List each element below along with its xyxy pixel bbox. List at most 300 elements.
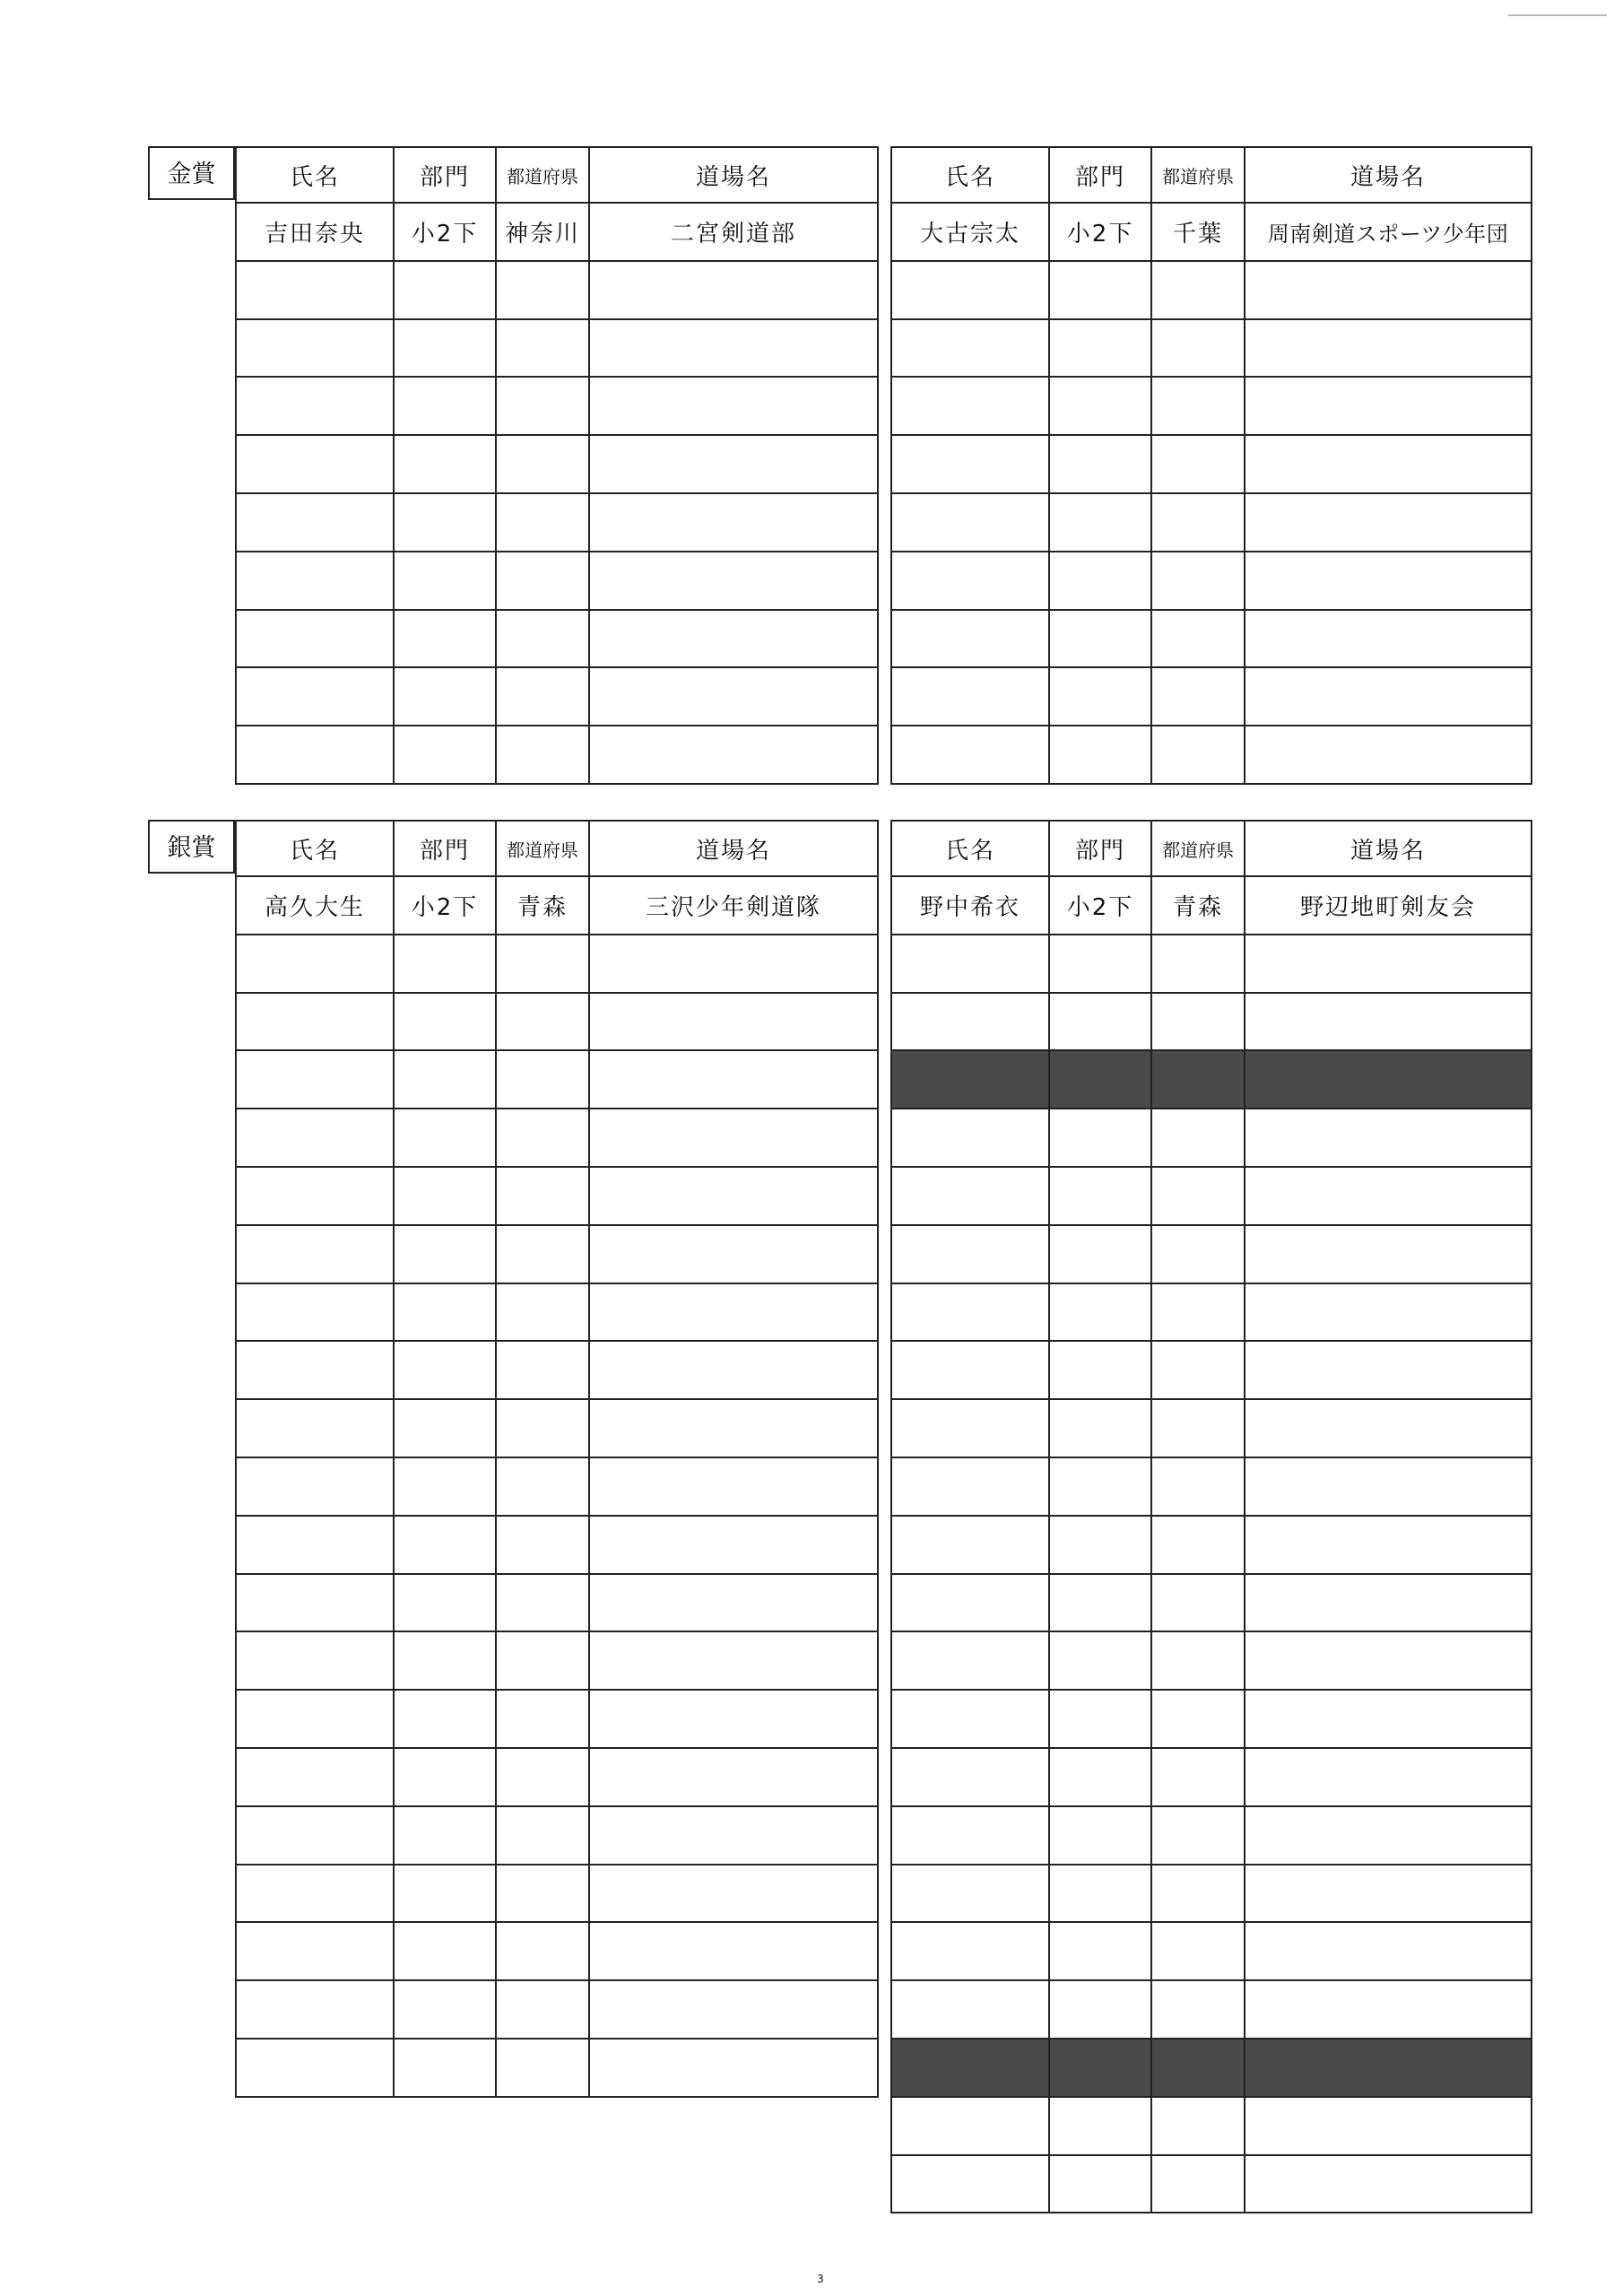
prefecture-cell (1151, 935, 1245, 993)
table-row (891, 435, 1532, 493)
name-cell (236, 993, 394, 1051)
division-cell (1049, 667, 1151, 726)
table-row (891, 1806, 1532, 1865)
header-division: 部門 (1049, 147, 1151, 203)
name-cell (891, 1167, 1049, 1225)
name-cell: 高久大生 (236, 876, 394, 935)
header-row (236, 147, 878, 203)
name-cell (891, 726, 1049, 784)
prefecture-cell (496, 610, 589, 668)
table-row (891, 1865, 1532, 1923)
division-cell (394, 1980, 496, 2039)
prefecture-cell (1151, 667, 1245, 726)
name-cell (891, 1806, 1049, 1865)
name-cell (891, 1516, 1049, 1574)
table-row (236, 552, 878, 610)
dojo-cell (589, 935, 878, 993)
division-cell (1049, 1399, 1151, 1457)
prefecture-cell (1151, 2097, 1245, 2155)
table-row (236, 2039, 878, 2097)
name-cell (236, 1167, 394, 1225)
dojo-cell (589, 1341, 878, 1399)
division-cell (1049, 1865, 1151, 1923)
name-cell (891, 667, 1049, 726)
division-cell (1049, 2155, 1151, 2213)
name-cell (236, 1109, 394, 1167)
dojo-cell (1245, 1980, 1532, 2039)
dojo-cell (589, 1109, 878, 1167)
header-dojo: 道場名 (1245, 821, 1532, 876)
name-cell (236, 377, 394, 435)
table-row (236, 1109, 878, 1167)
empty-shaded-row (891, 1050, 1532, 1109)
prefecture-cell (496, 2039, 589, 2097)
gold-award-label: 金賞 (148, 146, 235, 200)
prefecture-cell: 神奈川 (496, 203, 589, 261)
prefecture-cell (496, 552, 589, 610)
division-cell (394, 726, 496, 784)
name-cell (236, 2039, 394, 2097)
name-cell: 大古宗太 (891, 203, 1049, 261)
dojo-cell (589, 1980, 878, 2039)
name-cell (236, 552, 394, 610)
table-row (891, 610, 1532, 668)
division-cell (394, 261, 496, 319)
prefecture-cell (1151, 1865, 1245, 1923)
prefecture-cell (496, 993, 589, 1051)
name-cell (236, 610, 394, 668)
division-cell (1049, 1283, 1151, 1342)
name-cell (236, 726, 394, 784)
division-cell (394, 1050, 496, 1109)
division-cell (394, 1690, 496, 1748)
dojo-cell (589, 1865, 878, 1923)
name-cell (891, 1922, 1049, 1980)
table-row (236, 1806, 878, 1865)
dojo-cell (589, 552, 878, 610)
prefecture-cell (1151, 1690, 1245, 1748)
prefecture-cell (496, 1283, 589, 1342)
division-cell (1049, 1457, 1151, 1516)
table-row (891, 935, 1532, 993)
dojo-cell (589, 1516, 878, 1574)
table-row (891, 1516, 1532, 1574)
silver-left-table (235, 820, 879, 2098)
name-cell (236, 1399, 394, 1457)
header-row (891, 821, 1532, 876)
division-cell (1049, 1109, 1151, 1167)
prefecture-cell (1151, 1109, 1245, 1167)
name-cell (891, 1574, 1049, 1632)
header-dojo: 道場名 (1245, 147, 1532, 203)
table-row (236, 1457, 878, 1516)
prefecture-cell (1151, 1980, 1245, 2039)
dojo-cell (589, 1399, 878, 1457)
prefecture-cell (1151, 2155, 1245, 2213)
prefecture-cell (496, 667, 589, 726)
dojo-cell (589, 2039, 878, 2097)
dojo-cell (589, 1457, 878, 1516)
prefecture-cell (1151, 610, 1245, 668)
division-cell (394, 1457, 496, 1516)
name-cell (891, 552, 1049, 610)
shaded-cell (1049, 1050, 1151, 1109)
silver-right-table (890, 820, 1532, 2213)
table-row (236, 1980, 878, 2039)
prefecture-cell (496, 1980, 589, 2039)
name-cell (236, 1050, 394, 1109)
table-row (891, 1980, 1532, 2039)
name-cell (891, 1399, 1049, 1457)
header-name: 氏名 (891, 147, 1049, 203)
dojo-cell (589, 1690, 878, 1748)
name-cell (891, 1980, 1049, 2039)
name-cell (236, 435, 394, 493)
table-row (236, 1516, 878, 1574)
division-cell: 小2下 (1049, 876, 1151, 935)
dojo-cell (1245, 1341, 1532, 1399)
name-cell (236, 667, 394, 726)
prefecture-cell (496, 1748, 589, 1806)
table-row (891, 1341, 1532, 1399)
prefecture-cell (496, 1865, 589, 1923)
name-cell (236, 1865, 394, 1923)
dojo-cell (1245, 1865, 1532, 1923)
table-row (891, 1574, 1532, 1632)
division-cell (1049, 1631, 1151, 1690)
division-cell (1049, 1516, 1151, 1574)
table-row (236, 1225, 878, 1283)
prefecture-cell (1151, 1457, 1245, 1516)
prefecture-cell (1151, 1574, 1245, 1632)
division-cell (394, 319, 496, 378)
prefecture-cell (496, 1399, 589, 1457)
dojo-cell (1245, 1109, 1532, 1167)
prefecture-cell (496, 1631, 589, 1690)
prefecture-cell (496, 493, 589, 552)
dojo-cell (1245, 552, 1532, 610)
division-cell (1049, 1922, 1151, 1980)
page-number: 3 (817, 2273, 824, 2285)
division-cell (394, 1574, 496, 1632)
header-name: 氏名 (891, 821, 1049, 876)
dojo-cell (589, 377, 878, 435)
dojo-cell (1245, 435, 1532, 493)
dojo-cell (1245, 493, 1532, 552)
table-row (236, 726, 878, 784)
table-row (891, 876, 1532, 935)
name-cell (891, 1631, 1049, 1690)
name-cell (891, 1690, 1049, 1748)
dojo-cell (1245, 2155, 1532, 2213)
prefecture-cell (496, 319, 589, 378)
dojo-cell (589, 493, 878, 552)
prefecture-cell (496, 1341, 589, 1399)
name-cell (891, 935, 1049, 993)
division-cell (394, 1865, 496, 1923)
gold-right-table (890, 146, 1532, 785)
division-cell (1049, 1167, 1151, 1225)
table-row (236, 667, 878, 726)
name-cell (891, 377, 1049, 435)
prefecture-cell (1151, 1341, 1245, 1399)
prefecture-cell (496, 261, 589, 319)
empty-shaded-row (891, 2039, 1532, 2097)
dojo-cell (1245, 319, 1532, 378)
dojo-cell (1245, 1631, 1532, 1690)
prefecture-cell (496, 1806, 589, 1865)
prefecture-cell (1151, 1283, 1245, 1342)
scan-mark (1508, 14, 1607, 16)
division-cell (1049, 1225, 1151, 1283)
prefecture-cell (1151, 552, 1245, 610)
name-cell: 野中希衣 (891, 876, 1049, 935)
header-prefecture: 都道府県 (1151, 147, 1245, 203)
division-cell (1049, 1748, 1151, 1806)
table-row (236, 876, 878, 935)
division-cell (1049, 319, 1151, 378)
table-row (891, 1748, 1532, 1806)
division-cell (1049, 726, 1151, 784)
name-cell (891, 993, 1049, 1051)
name-cell (891, 1283, 1049, 1342)
name-cell: 吉田奈央 (236, 203, 394, 261)
division-cell (1049, 993, 1151, 1051)
prefecture-cell (496, 1457, 589, 1516)
dojo-cell (589, 1806, 878, 1865)
prefecture-cell: 青森 (496, 876, 589, 935)
table-row (236, 1167, 878, 1225)
division-cell (1049, 377, 1151, 435)
division-cell (1049, 493, 1151, 552)
table-row (891, 993, 1532, 1051)
header-name: 氏名 (236, 147, 394, 203)
name-cell (891, 2155, 1049, 2213)
dojo-cell (589, 261, 878, 319)
division-cell (1049, 552, 1151, 610)
table-row (236, 1922, 878, 1980)
name-cell (236, 493, 394, 552)
division-cell (394, 2039, 496, 2097)
dojo-cell (1245, 1690, 1532, 1748)
name-cell (236, 1457, 394, 1516)
name-cell (891, 261, 1049, 319)
division-cell (1049, 610, 1151, 668)
division-cell: 小2下 (1049, 203, 1151, 261)
division-cell (394, 1748, 496, 1806)
name-cell (891, 1225, 1049, 1283)
name-cell (891, 1865, 1049, 1923)
dojo-cell (589, 1050, 878, 1109)
table-row (236, 935, 878, 993)
gold-left-table (235, 146, 879, 785)
dojo-cell (1245, 377, 1532, 435)
name-cell (236, 935, 394, 993)
prefecture-cell: 千葉 (1151, 203, 1245, 261)
division-cell (1049, 1980, 1151, 2039)
prefecture-cell (496, 935, 589, 993)
dojo-cell: 三沢少年剣道隊 (589, 876, 878, 935)
dojo-cell (1245, 1283, 1532, 1342)
dojo-cell (1245, 1399, 1532, 1457)
prefecture-cell (496, 1109, 589, 1167)
table-row (891, 1922, 1532, 1980)
prefecture-cell (1151, 1167, 1245, 1225)
table-row (236, 1574, 878, 1632)
division-cell (1049, 261, 1151, 319)
table-row (236, 1283, 878, 1342)
dojo-cell (589, 993, 878, 1051)
prefecture-cell (1151, 1399, 1245, 1457)
dojo-cell (1245, 610, 1532, 668)
prefecture-cell (496, 726, 589, 784)
dojo-cell: 周南剣道スポーツ少年団 (1245, 203, 1532, 261)
prefecture-cell (1151, 1516, 1245, 1574)
name-cell (236, 1516, 394, 1574)
header-division: 部門 (394, 821, 496, 876)
dojo-cell (589, 1167, 878, 1225)
dojo-cell (1245, 993, 1532, 1051)
table-row (236, 1050, 878, 1109)
table-row (236, 261, 878, 319)
dojo-cell (1245, 726, 1532, 784)
dojo-cell (589, 1574, 878, 1632)
table-row (891, 1167, 1532, 1225)
dojo-cell (1245, 1225, 1532, 1283)
division-cell (394, 667, 496, 726)
shaded-cell (891, 2039, 1049, 2097)
table-row (891, 377, 1532, 435)
table-row (891, 1283, 1532, 1342)
header-dojo: 道場名 (589, 821, 878, 876)
prefecture-cell (1151, 993, 1245, 1051)
header-prefecture: 都道府県 (496, 821, 589, 876)
division-cell (394, 993, 496, 1051)
shaded-cell (1245, 2039, 1532, 2097)
dojo-cell (589, 1283, 878, 1342)
table-row (891, 1631, 1532, 1690)
division-cell (1049, 1690, 1151, 1748)
prefecture-cell (496, 377, 589, 435)
prefecture-cell (496, 1690, 589, 1748)
division-cell (394, 1109, 496, 1167)
division-cell (394, 493, 496, 552)
name-cell (236, 1341, 394, 1399)
division-cell (1049, 935, 1151, 993)
table-row (236, 1748, 878, 1806)
shaded-cell (1151, 1050, 1245, 1109)
dojo-cell (1245, 2097, 1532, 2155)
table-row (891, 2155, 1532, 2213)
prefecture-cell (496, 1167, 589, 1225)
division-cell (1049, 1574, 1151, 1632)
header-division: 部門 (394, 147, 496, 203)
dojo-cell (1245, 1922, 1532, 1980)
name-cell (891, 2097, 1049, 2155)
table-row (891, 667, 1532, 726)
dojo-cell (589, 667, 878, 726)
name-cell (236, 1980, 394, 2039)
division-cell (394, 1806, 496, 1865)
shaded-cell (891, 1050, 1049, 1109)
name-cell (236, 1283, 394, 1342)
division-cell (394, 1167, 496, 1225)
shaded-cell (1049, 2039, 1151, 2097)
prefecture-cell (496, 1050, 589, 1109)
division-cell (394, 610, 496, 668)
prefecture-cell (1151, 261, 1245, 319)
header-name: 氏名 (236, 821, 394, 876)
table-row (891, 2097, 1532, 2155)
dojo-cell: 二宮剣道部 (589, 203, 878, 261)
table-row (236, 610, 878, 668)
header-prefecture: 都道府県 (1151, 821, 1245, 876)
table-row (891, 493, 1532, 552)
division-cell (394, 1399, 496, 1457)
division-cell (394, 1922, 496, 1980)
dojo-cell (589, 726, 878, 784)
prefecture-cell (1151, 435, 1245, 493)
header-row (891, 147, 1532, 203)
name-cell (236, 261, 394, 319)
name-cell (236, 1574, 394, 1632)
dojo-cell (1245, 667, 1532, 726)
dojo-cell (1245, 1806, 1532, 1865)
dojo-cell (1245, 1457, 1532, 1516)
table-row (891, 1690, 1532, 1748)
prefecture-cell (1151, 319, 1245, 378)
prefecture-cell (1151, 1748, 1245, 1806)
prefecture-cell (1151, 493, 1245, 552)
division-cell (394, 1341, 496, 1399)
dojo-cell (1245, 261, 1532, 319)
dojo-cell (1245, 1574, 1532, 1632)
table-row (236, 1865, 878, 1923)
header-dojo: 道場名 (589, 147, 878, 203)
dojo-cell (1245, 1167, 1532, 1225)
name-cell (891, 1109, 1049, 1167)
division-cell (394, 1225, 496, 1283)
division-cell (1049, 1806, 1151, 1865)
division-cell (394, 935, 496, 993)
dojo-cell (589, 319, 878, 378)
table-row (891, 726, 1532, 784)
table-row (236, 993, 878, 1051)
prefecture-cell (496, 1225, 589, 1283)
division-cell: 小2下 (394, 876, 496, 935)
table-row (236, 203, 878, 261)
dojo-cell (589, 1631, 878, 1690)
table-row (891, 1109, 1532, 1167)
prefecture-cell (1151, 1806, 1245, 1865)
table-row (236, 1399, 878, 1457)
table-row (236, 493, 878, 552)
name-cell (891, 1457, 1049, 1516)
prefecture-cell (496, 1922, 589, 1980)
table-row (891, 1457, 1532, 1516)
header-prefecture: 都道府県 (496, 147, 589, 203)
division-cell (1049, 2097, 1151, 2155)
division-cell: 小2下 (394, 203, 496, 261)
prefecture-cell (1151, 1922, 1245, 1980)
name-cell (236, 1631, 394, 1690)
prefecture-cell (496, 1516, 589, 1574)
name-cell (891, 435, 1049, 493)
table-row (236, 435, 878, 493)
table-row (236, 377, 878, 435)
dojo-cell (1245, 1516, 1532, 1574)
silver-award-label: 銀賞 (148, 820, 235, 874)
